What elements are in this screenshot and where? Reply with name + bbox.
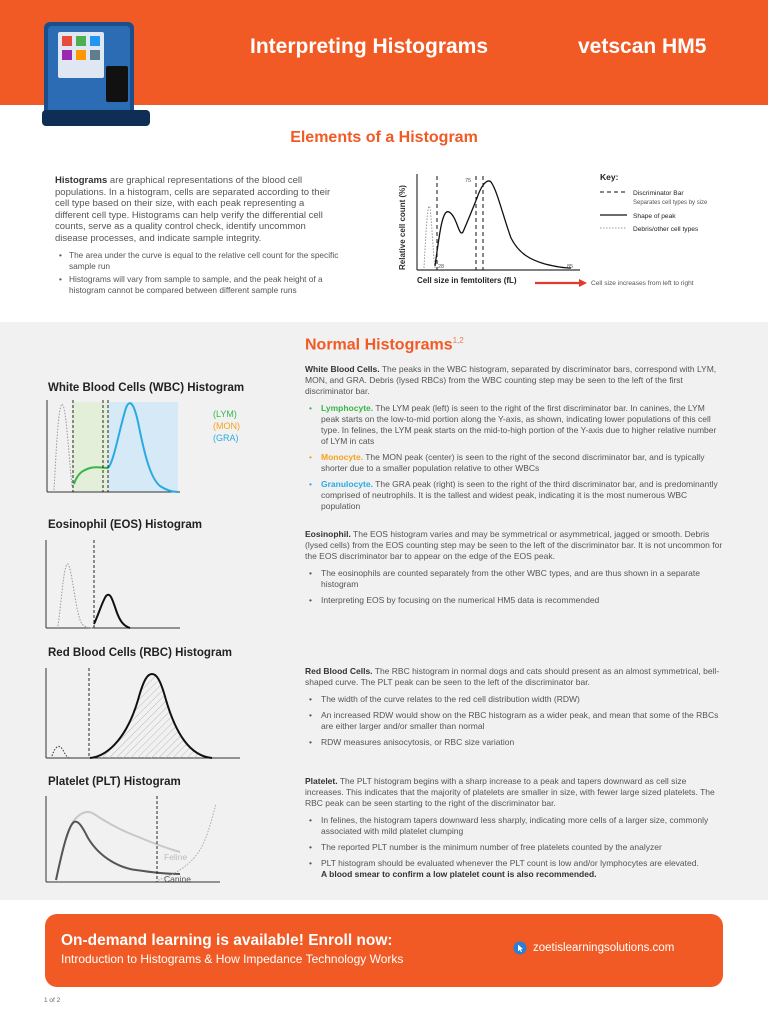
rbc-description xyxy=(305,666,725,753)
x-axis-label: Cell size in femtoliters (fL) xyxy=(417,276,517,285)
list-item-lymphocyte xyxy=(305,403,725,447)
histogram-elements-diagram xyxy=(395,168,735,293)
rbc-start-curve xyxy=(158,804,216,880)
lymphocyte-text: The LYM peak (left) is seen to the right of the first discriminator bar. In canines, the LYM peak starts on the low-to-mid portion along the Y-axis, as shown, indicating lower populations of this cell type. In felines, the LYM peak starts on the mid-to-high portion of the Y-axis due to higher relative number of LYM in cats xyxy=(321,403,717,446)
intro-text: are graphical representations of the blood cell populations. In a histogram, cells are separated according to their cell type based on their size, with each peak representing a different cell type. Histograms can help verify the differential cell counts, serve as a quality control check, identify uncommon disease processes, and indicate sample integrity. xyxy=(55,175,331,244)
list-item: • The eosinophils are counted separately from the other WBC types, and are thus shown in a separate histogram xyxy=(305,568,725,590)
plt-curve xyxy=(52,746,70,758)
eos-text: The EOS histogram varies and may be symmetrical or asymmetrical, jagged or smooth. Debris (lysed cells) from the EOS counting step may be seen to the left of the discriminator bar. It is not uncommon for the EOS discriminator bar to appear on the edge of the EOS peak. xyxy=(305,529,723,561)
list-item: • The reported PLT number is the minimum number of free platelets counted by the analyzer xyxy=(305,842,725,853)
plt-list xyxy=(305,815,725,880)
tick-75: 75 xyxy=(465,178,472,184)
rbc-area xyxy=(90,674,212,758)
page-title: Interpreting Histograms xyxy=(250,35,489,58)
legend-gra: (GRA) xyxy=(213,433,239,443)
banner-subtitle[interactable]: Introduction to Histograms & How Impedance Technology Works xyxy=(61,952,404,966)
rbc-lead: Red Blood Cells. xyxy=(305,666,373,676)
wbc-list xyxy=(305,403,725,512)
wbc-lead: White Blood Cells. xyxy=(305,364,380,374)
intro-bold-term: Histograms xyxy=(55,175,108,186)
list-item: • In felines, the histogram tapers downward less sharply, indicating more cells of a larger size, commonly associated with mild platelet clumping xyxy=(305,815,725,837)
rbc-list xyxy=(305,694,725,748)
eos-peak xyxy=(94,595,130,628)
elements-section-title: Elements of a Histogram xyxy=(290,129,478,146)
wbc-histogram-title: White Blood Cells (WBC) Histogram xyxy=(48,382,245,394)
tick-85: 85 xyxy=(567,264,574,270)
wbc-histogram-chart xyxy=(40,396,280,498)
intro-paragraph xyxy=(55,175,340,298)
list-item: • The width of the curve relates to the red cell distribution width (RDW) xyxy=(305,694,725,705)
brand-logo-text: vetscan HM5 xyxy=(578,35,707,58)
legend-mon: (MON) xyxy=(213,421,240,431)
debris-curve xyxy=(54,404,72,490)
intro-bullet-list xyxy=(55,250,340,295)
eos-lead: Eosinophil. xyxy=(305,529,351,539)
analyzer-device-image xyxy=(38,16,153,128)
canine-curve xyxy=(56,822,180,880)
list-item: • RDW measures anisocytosis, or RBC size variation xyxy=(305,737,725,748)
eos-description xyxy=(305,529,725,611)
feline-label: Feline xyxy=(164,852,188,862)
key-debris: Debris/other cell types xyxy=(633,226,699,233)
key-discriminator: Discriminator Bar xyxy=(633,190,684,197)
cursor-click-icon xyxy=(513,941,527,955)
monocyte-text: The MON peak (center) is seen to the right of the second discriminator bar, and is typically shorter due to a smaller population relative to other WBCs xyxy=(321,452,705,473)
plt-description xyxy=(305,776,725,885)
wbc-text: The peaks in the WBC histogram, separated by discriminator bars, correspond with LYM, MON, and GRA. Debris (lysed RBCs) from the WBC counting step may be seen to the left of the first discriminator bar. xyxy=(305,364,717,396)
plt-histogram-chart xyxy=(40,792,280,890)
normal-title-text: Normal Histograms xyxy=(305,336,453,354)
key-peak: Shape of peak xyxy=(633,213,676,220)
debris-curve xyxy=(58,564,94,628)
canine-label: Canine xyxy=(164,874,191,884)
plt-item-text: PLT histogram should be evaluated whenever the PLT count is low and/or lymphocytes are elevated. xyxy=(321,858,699,868)
rbc-text: The RBC histogram in normal dogs and cats should present as an almost symmetrical, bell-shaped curve. The PLT peak can be seen to the left of the discriminator bar. xyxy=(305,666,720,687)
plt-item-bold: A blood smear to confirm a low platelet count is also recommended. xyxy=(321,869,597,879)
tick-28: 28 xyxy=(438,264,445,270)
list-item: • Histograms will vary from sample to sample, and the peak height of a histogram cannot be compared between different sample runs xyxy=(55,274,340,295)
arrow-note: Cell size increases from left to right xyxy=(591,280,694,287)
arrow-head-icon xyxy=(579,279,587,287)
eos-histogram-chart xyxy=(40,536,280,632)
monocyte-label: Monocyte. xyxy=(321,452,364,462)
granulocyte-text: The GRA peak (right) is seen to the right of the third discriminator bar, and is predominantly comprised of neutrophils. It is the tallest and widest peak, indicating it is the most numerous WBC population xyxy=(321,479,718,511)
list-item: • The area under the curve is equal to the relative cell count for the specific sample run xyxy=(55,250,340,271)
learning-link[interactable]: zoetislearningsolutions.com xyxy=(533,942,675,954)
eos-list xyxy=(305,568,725,606)
legend-lym: (LYM) xyxy=(213,409,237,419)
plt-text: The PLT histogram begins with a sharp increase to a peak and tapers downward as cell size increases. This indicates that the majority of platelets are smaller in size, with fewer large sized platelets. The RBC peak can be seen starting to the right of the discriminator bar. xyxy=(305,776,715,808)
key-title: Key: xyxy=(600,172,619,182)
rbc-histogram-chart xyxy=(40,664,280,762)
granulocyte-label: Granulocyte. xyxy=(321,479,373,489)
normal-title-refs: 1,2 xyxy=(452,336,464,345)
plt-lead: Platelet. xyxy=(305,776,338,786)
key-discriminator-sub: Separates cell types by size xyxy=(633,200,708,206)
normal-section-title xyxy=(305,336,464,354)
y-axis-label: Relative cell count (%) xyxy=(398,185,407,270)
wbc-description xyxy=(305,364,725,517)
debris-curve xyxy=(424,206,435,268)
plt-histogram-title: Platelet (PLT) Histogram xyxy=(48,776,181,788)
page-number: 1 of 2 xyxy=(44,997,61,1004)
list-item-monocyte xyxy=(305,452,725,474)
enroll-banner[interactable] xyxy=(45,914,723,987)
rbc-histogram-title: Red Blood Cells (RBC) Histogram xyxy=(48,647,233,659)
list-item: • Interpreting EOS by focusing on the numerical HM5 data is recommended xyxy=(305,595,725,606)
list-item xyxy=(305,858,725,880)
list-item-granulocyte xyxy=(305,479,725,512)
lymphocyte-label: Lymphocyte. xyxy=(321,403,374,413)
eos-histogram-title: Eosinophil (EOS) Histogram xyxy=(48,519,202,531)
list-item: • An increased RDW would show on the RBC histogram as a wider peak, and mean that some of the RBCs are either larger and/or smaller than normal xyxy=(305,710,725,732)
banner-title: On-demand learning is available! Enroll now: xyxy=(61,932,393,949)
